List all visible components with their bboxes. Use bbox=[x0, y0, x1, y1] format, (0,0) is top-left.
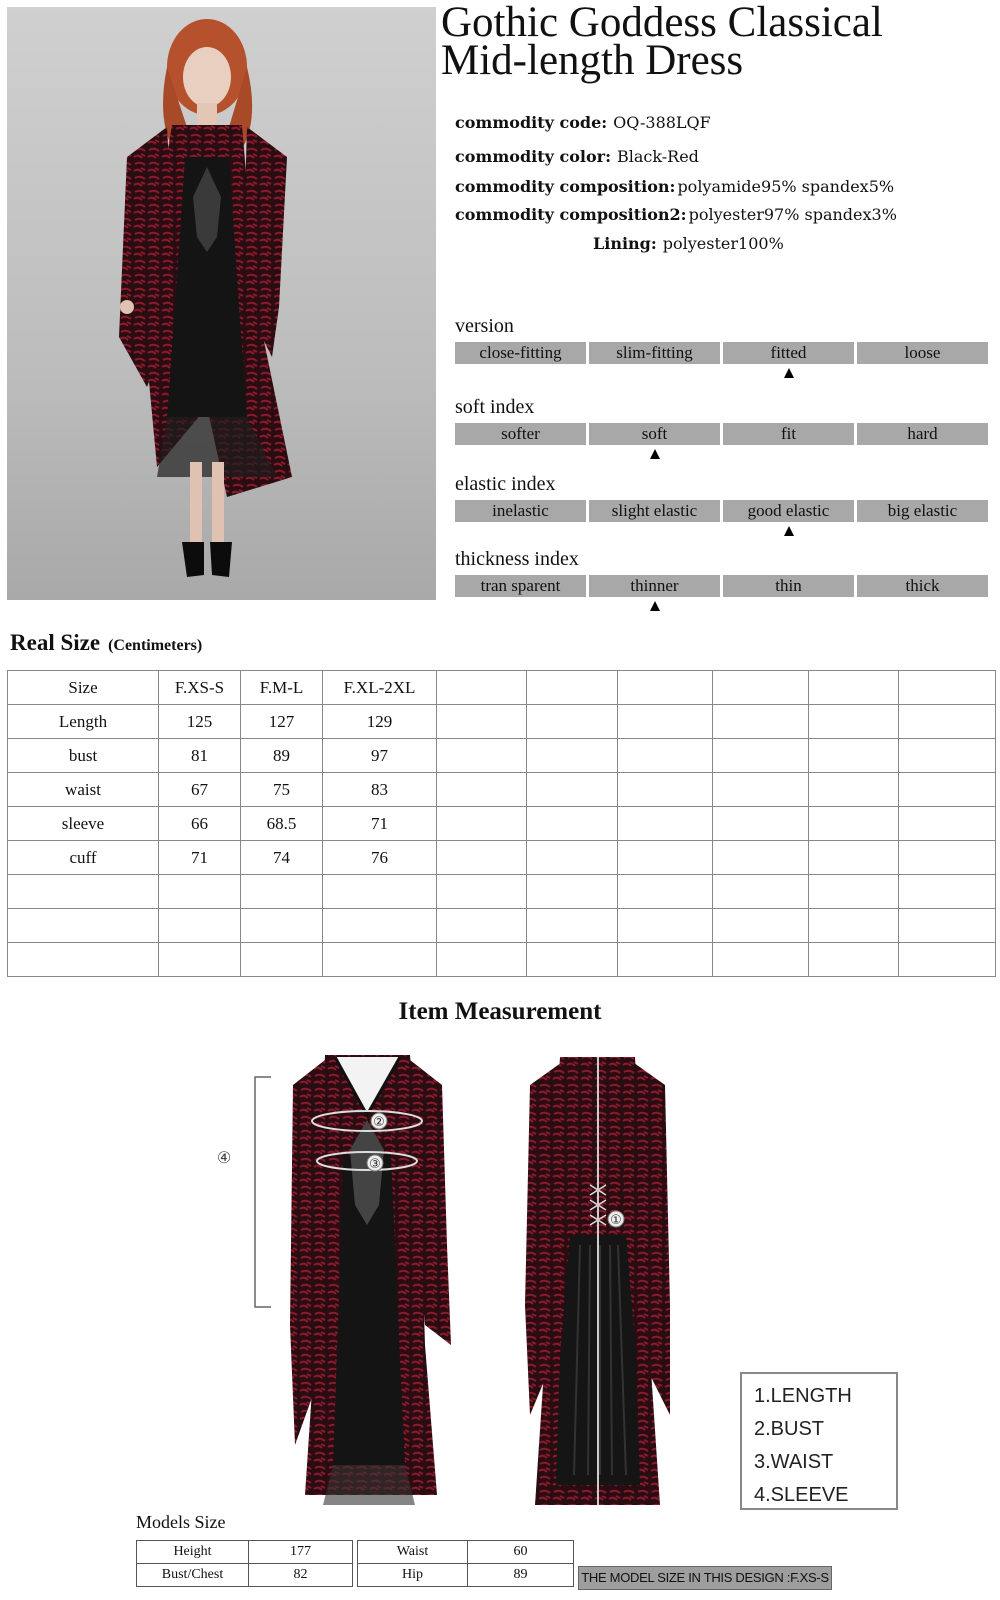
size-cell bbox=[899, 773, 996, 807]
models-size-table-right: Waist 60 Hip 89 bbox=[357, 1540, 574, 1587]
marker-bust: ② bbox=[373, 1115, 385, 1130]
size-cell bbox=[899, 875, 996, 909]
size-cell bbox=[618, 909, 713, 943]
size-cell bbox=[527, 875, 618, 909]
elastic-option: slight elastic bbox=[589, 500, 720, 522]
size-cell bbox=[899, 705, 996, 739]
legend-bust: 2.BUST bbox=[754, 1418, 825, 1440]
size-cell bbox=[241, 943, 323, 977]
size-cell bbox=[159, 875, 241, 909]
dress-front-illustration bbox=[215, 1045, 455, 1515]
size-cell bbox=[809, 739, 899, 773]
size-row bbox=[8, 841, 996, 875]
size-cell bbox=[809, 807, 899, 841]
size-cell bbox=[527, 773, 618, 807]
selected-marker-icon bbox=[784, 368, 794, 378]
size-row bbox=[8, 875, 996, 909]
soft-option-selected: soft bbox=[589, 423, 720, 445]
model-size-note: THE MODEL SIZE IN THIS DESIGN :F.XS-S bbox=[578, 1566, 832, 1590]
size-cell: F.XS-S bbox=[159, 671, 241, 705]
size-cell bbox=[618, 739, 713, 773]
size-cell bbox=[809, 943, 899, 977]
thickness-index-scale bbox=[455, 575, 988, 597]
size-cell bbox=[437, 705, 527, 739]
size-row bbox=[8, 773, 996, 807]
size-cell bbox=[618, 671, 713, 705]
real-size-table bbox=[7, 670, 996, 977]
selected-marker-icon bbox=[784, 526, 794, 536]
selected-marker-icon bbox=[650, 601, 660, 611]
size-cell: Length bbox=[8, 705, 159, 739]
size-cell bbox=[527, 671, 618, 705]
thickness-option-selected: thinner bbox=[589, 575, 720, 597]
size-cell: 125 bbox=[159, 705, 241, 739]
model-dress-illustration bbox=[7, 7, 436, 600]
size-row bbox=[8, 909, 996, 943]
size-cell bbox=[527, 943, 618, 977]
size-cell bbox=[241, 875, 323, 909]
size-cell bbox=[8, 909, 159, 943]
size-cell: 89 bbox=[241, 739, 323, 773]
size-cell bbox=[527, 909, 618, 943]
dress-back-illustration bbox=[510, 1055, 685, 1515]
size-cell: 127 bbox=[241, 705, 323, 739]
elastic-option: inelastic bbox=[455, 500, 586, 522]
size-cell bbox=[713, 841, 809, 875]
size-cell: 97 bbox=[323, 739, 437, 773]
size-cell: 71 bbox=[159, 841, 241, 875]
size-cell bbox=[618, 875, 713, 909]
size-cell bbox=[809, 705, 899, 739]
size-cell bbox=[809, 909, 899, 943]
elastic-index-scale bbox=[455, 500, 988, 522]
size-row bbox=[8, 807, 996, 841]
version-option: slim-fitting bbox=[589, 342, 720, 364]
spec-composition: commodity composition: polyamide95% spandex5% bbox=[455, 177, 895, 196]
size-cell bbox=[527, 807, 618, 841]
version-option-selected: fitted bbox=[723, 342, 854, 364]
size-cell bbox=[618, 841, 713, 875]
title-line-1: Gothic Goddess Classical bbox=[441, 0, 883, 46]
size-cell bbox=[527, 705, 618, 739]
size-cell bbox=[809, 671, 899, 705]
size-cell: 81 bbox=[159, 739, 241, 773]
title-line-2: Mid-length Dress bbox=[441, 37, 744, 84]
marker-length: ① bbox=[610, 1213, 622, 1228]
elastic-option: big elastic bbox=[857, 500, 988, 522]
size-cell bbox=[437, 807, 527, 841]
size-cell bbox=[437, 909, 527, 943]
size-cell: sleeve bbox=[8, 807, 159, 841]
size-cell bbox=[899, 671, 996, 705]
size-cell bbox=[713, 943, 809, 977]
size-cell bbox=[899, 739, 996, 773]
soft-option: fit bbox=[723, 423, 854, 445]
size-cell bbox=[159, 909, 241, 943]
thickness-option: thin bbox=[723, 575, 854, 597]
size-cell bbox=[618, 807, 713, 841]
size-row bbox=[8, 705, 996, 739]
version-option: loose bbox=[857, 342, 988, 364]
size-cell bbox=[618, 705, 713, 739]
thickness-option: tran sparent bbox=[455, 575, 586, 597]
legend-waist: 3.WAIST bbox=[754, 1451, 834, 1473]
product-title bbox=[441, 0, 996, 84]
size-cell bbox=[323, 943, 437, 977]
size-cell: 68.5 bbox=[241, 807, 323, 841]
size-cell bbox=[323, 909, 437, 943]
size-cell bbox=[618, 943, 713, 977]
soft-index-title: soft index bbox=[455, 396, 535, 418]
size-cell bbox=[713, 807, 809, 841]
legend-length: 1.LENGTH bbox=[754, 1385, 852, 1407]
size-cell bbox=[159, 943, 241, 977]
spec-color: commodity color: Black-Red bbox=[455, 147, 699, 166]
size-cell bbox=[618, 773, 713, 807]
size-cell bbox=[8, 943, 159, 977]
marker-sleeve: ④ bbox=[216, 1148, 232, 1167]
soft-option: hard bbox=[857, 423, 988, 445]
spec-code: commodity code: OQ-388LQF bbox=[455, 113, 711, 132]
size-cell bbox=[899, 807, 996, 841]
thickness-option: thick bbox=[857, 575, 988, 597]
size-cell bbox=[241, 909, 323, 943]
size-cell: F.M-L bbox=[241, 671, 323, 705]
version-scale bbox=[455, 342, 988, 364]
size-cell bbox=[899, 943, 996, 977]
models-size-table-left: Height 177 Bust/Chest 82 bbox=[136, 1540, 353, 1587]
size-cell bbox=[899, 909, 996, 943]
size-cell: Size bbox=[8, 671, 159, 705]
size-row bbox=[8, 943, 996, 977]
size-cell bbox=[713, 671, 809, 705]
size-cell bbox=[713, 739, 809, 773]
size-cell: 83 bbox=[323, 773, 437, 807]
size-cell: waist bbox=[8, 773, 159, 807]
spec-composition2: commodity composition2: polyester97% spandex3% bbox=[455, 205, 897, 224]
size-cell: 75 bbox=[241, 773, 323, 807]
size-cell bbox=[8, 875, 159, 909]
size-cell bbox=[437, 841, 527, 875]
size-cell: 66 bbox=[159, 807, 241, 841]
size-cell: 74 bbox=[241, 841, 323, 875]
size-cell bbox=[713, 875, 809, 909]
elastic-index-title: elastic index bbox=[455, 473, 556, 495]
size-cell: 76 bbox=[323, 841, 437, 875]
real-size-title: Real Size (Centimeters) bbox=[10, 630, 203, 655]
size-cell bbox=[809, 773, 899, 807]
size-cell bbox=[527, 739, 618, 773]
size-cell bbox=[527, 841, 618, 875]
models-size-title: Models Size bbox=[136, 1512, 226, 1532]
size-cell bbox=[899, 841, 996, 875]
size-cell: bust bbox=[8, 739, 159, 773]
size-cell: cuff bbox=[8, 841, 159, 875]
measurement-legend bbox=[740, 1372, 898, 1510]
version-title: version bbox=[455, 315, 514, 337]
size-cell bbox=[437, 773, 527, 807]
size-cell bbox=[437, 739, 527, 773]
size-cell bbox=[713, 705, 809, 739]
size-row bbox=[8, 739, 996, 773]
size-cell bbox=[713, 909, 809, 943]
size-cell bbox=[809, 841, 899, 875]
legend-sleeve: 4.SLEEVE bbox=[754, 1484, 849, 1506]
item-measurement-title: Item Measurement bbox=[398, 998, 602, 1025]
soft-option: softer bbox=[455, 423, 586, 445]
size-cell: 129 bbox=[323, 705, 437, 739]
size-cell bbox=[323, 875, 437, 909]
thickness-index-title: thickness index bbox=[455, 548, 579, 570]
soft-index-scale bbox=[455, 423, 988, 445]
elastic-option-selected: good elastic bbox=[723, 500, 854, 522]
size-header-row bbox=[8, 671, 996, 705]
size-cell bbox=[713, 773, 809, 807]
product-photo bbox=[7, 7, 436, 600]
size-cell bbox=[437, 943, 527, 977]
size-cell bbox=[809, 875, 899, 909]
size-cell bbox=[437, 671, 527, 705]
size-cell: 71 bbox=[323, 807, 437, 841]
version-option: close-fitting bbox=[455, 342, 586, 364]
size-cell: 67 bbox=[159, 773, 241, 807]
real-size-unit: (Centimeters) bbox=[108, 637, 203, 654]
size-cell: F.XL-2XL bbox=[323, 671, 437, 705]
selected-marker-icon bbox=[650, 449, 660, 459]
marker-waist: ③ bbox=[369, 1157, 381, 1172]
spec-lining: Lining: polyester100% bbox=[593, 234, 784, 253]
size-cell bbox=[437, 875, 527, 909]
